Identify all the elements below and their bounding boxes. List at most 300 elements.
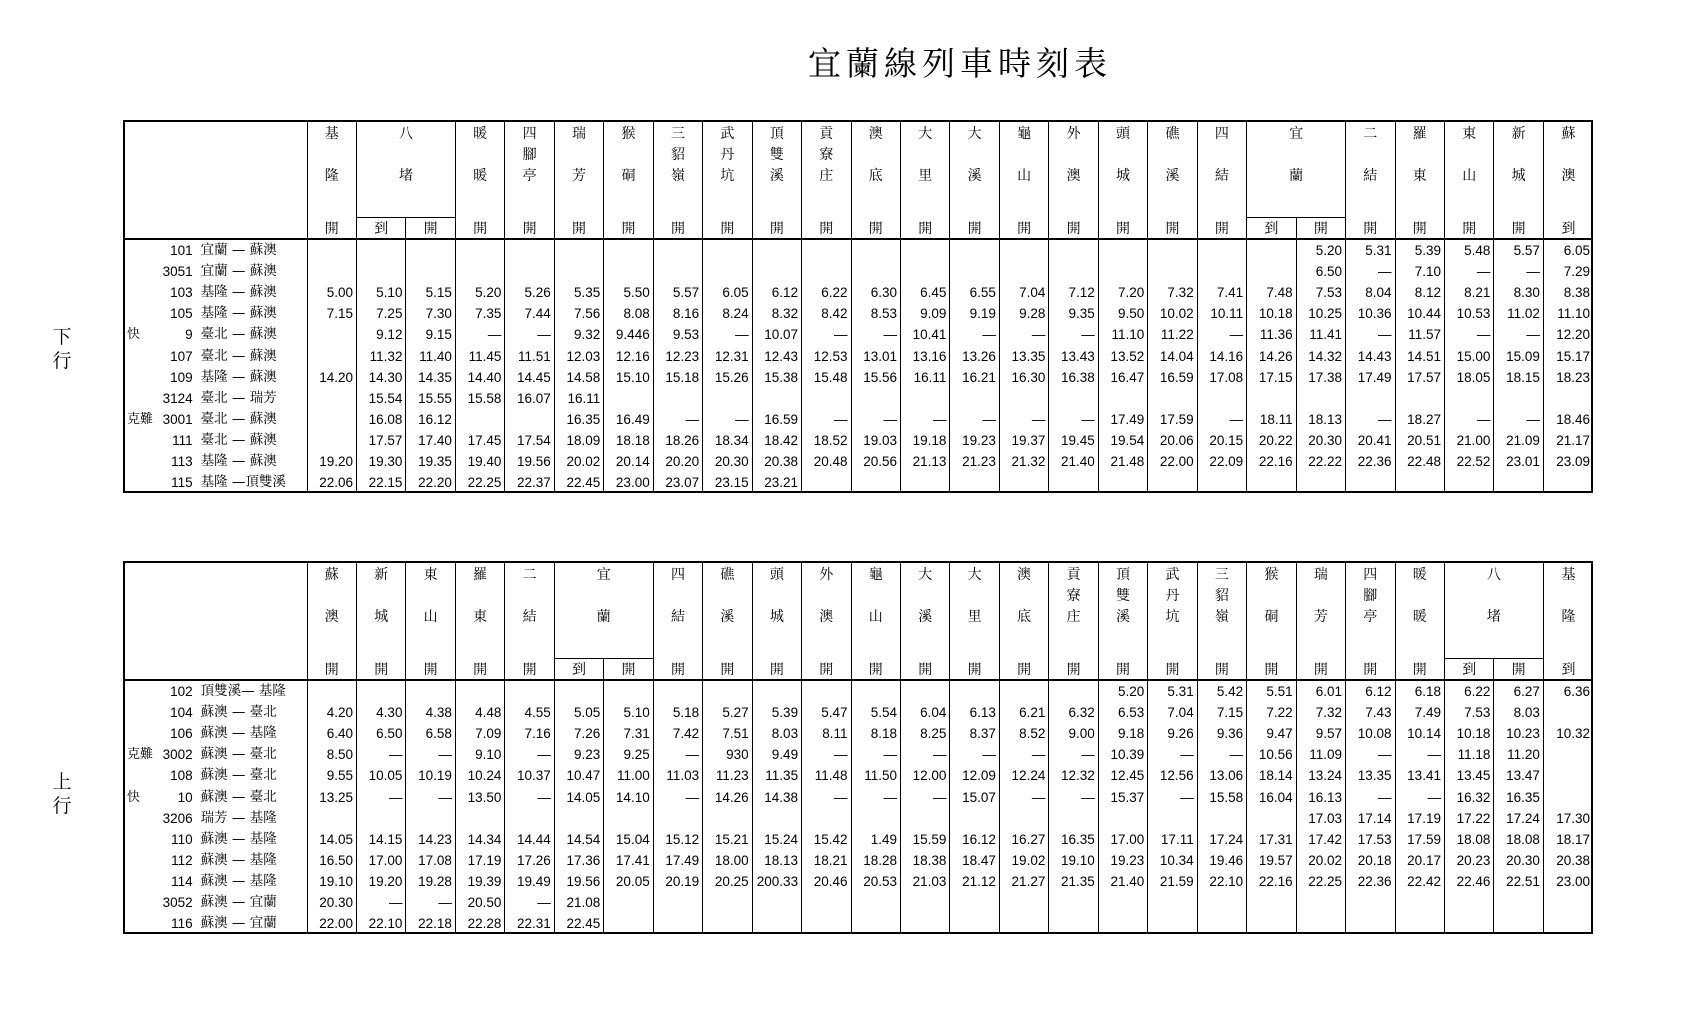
time-cell: 15.48 [802,367,851,388]
time-cell: 5.10 [357,282,406,303]
time-cell: 16.08 [357,409,406,430]
station-header [1049,561,1098,659]
time-cell: 14.51 [1395,345,1444,366]
station-header [1296,561,1345,659]
time-cell [554,680,603,702]
time-cell: 19.40 [455,451,504,472]
station-header [307,561,356,659]
time-cell: 20.30 [307,892,356,913]
time-cell: 9.25 [604,744,653,765]
time-cell: 8.04 [1346,282,1395,303]
train-row [123,808,1593,829]
time-cell [1197,808,1246,829]
station-name: 暖 暖 [1412,567,1427,625]
time-cell [1296,892,1345,913]
time-cell [1098,808,1147,829]
station-header [307,120,356,218]
time-cell [1543,892,1593,913]
train-type [123,303,156,324]
time-cell: — [900,744,949,765]
train-route: 臺北 — 蘇澳 [200,347,277,364]
time-cell [1543,765,1593,786]
time-cell: 14.44 [505,829,554,850]
time-cell: 16.13 [1296,786,1345,807]
train-route: 基隆 — 蘇澳 [200,368,277,385]
time-cell [357,680,406,702]
train-route: 蘇澳 — 基隆 [200,725,277,742]
station-header [505,561,554,659]
time-cell [851,239,900,261]
time-cell: 7.15 [307,303,356,324]
train-row [123,765,1593,786]
station-header [1148,561,1197,659]
train-number: 114 [171,873,193,889]
time-cell: 20.17 [1395,850,1444,871]
train-number: 116 [171,916,193,932]
time-cell [802,680,851,702]
time-cell: 8.30 [1494,282,1543,303]
time-cell: 10.56 [1247,744,1296,765]
arr-dep-label: 開 [950,218,999,240]
time-cell [455,409,504,430]
train-row [123,303,1593,324]
train-route: 蘇澳 — 宜蘭 [200,915,277,932]
time-cell [1098,472,1147,493]
time-cell: 5.31 [1346,239,1395,261]
train-row [123,871,1593,892]
header-corner [123,561,307,680]
time-cell: 10.18 [1247,303,1296,324]
station-name: 大 溪 [967,126,982,184]
arr-dep-label: 開 [505,218,554,240]
station-header [999,561,1048,659]
time-cell: 21.40 [1049,451,1098,472]
time-cell: 10.05 [357,765,406,786]
time-cell: 6.27 [1494,680,1543,702]
time-cell [406,808,455,829]
time-cell: 17.03 [1296,808,1345,829]
time-cell: — [653,409,702,430]
time-cell [851,472,900,493]
train-number: 108 [170,768,193,784]
time-cell: 16.21 [950,367,999,388]
station-header [1494,120,1543,218]
time-cell: — [455,324,504,345]
time-cell [950,808,999,829]
station-header [1395,561,1444,659]
time-cell: 15.37 [1098,786,1147,807]
train-number: 3002 [162,747,193,763]
station-header [1395,120,1444,218]
time-cell [1395,892,1444,913]
time-cell: 11.45 [455,345,504,366]
train-row [123,786,1593,807]
time-cell: 16.47 [1098,367,1147,388]
time-cell: 11.03 [653,765,702,786]
time-cell: 5.20 [455,282,504,303]
time-cell: 6.13 [950,702,999,723]
station-name: 八 堵 [1486,567,1501,625]
time-cell: — [357,892,406,913]
time-cell [703,892,752,913]
time-cell [1148,239,1197,261]
time-cell: 6.21 [999,702,1048,723]
time-cell [1494,892,1543,913]
time-cell: 10.07 [752,324,801,345]
time-cell: 8.24 [703,303,752,324]
train-row [123,850,1593,871]
time-cell: 17.30 [1543,808,1593,829]
time-cell [1395,913,1444,934]
train-type [123,430,156,451]
time-cell [1098,261,1147,282]
time-cell [900,913,949,934]
time-cell: — [950,744,999,765]
time-cell [1494,472,1543,493]
time-cell [999,472,1048,493]
time-cell: 22.18 [406,913,455,934]
time-cell [604,388,653,409]
station-name: 東 山 [423,567,438,625]
time-cell: 8.50 [307,744,356,765]
time-cell: 22.52 [1444,451,1493,472]
time-cell: 20.51 [1395,430,1444,451]
train-type [123,472,156,493]
time-cell: 5.18 [653,702,702,723]
time-cell: 5.57 [653,282,702,303]
arr-dep-label: 開 [752,659,801,681]
train-row [123,367,1593,388]
time-cell: 14.05 [554,786,603,807]
time-cell: 22.06 [307,472,356,493]
time-cell: 7.49 [1395,702,1444,723]
time-cell: 21.35 [1049,871,1098,892]
time-cell [752,388,801,409]
time-cell [752,239,801,261]
station-header [703,561,752,659]
time-cell: 10.53 [1444,303,1493,324]
time-cell: 19.20 [357,871,406,892]
time-cell [950,680,999,702]
arr-dep-label: 開 [604,659,653,681]
station-name: 猴 硐 [1264,567,1279,625]
train-route: 蘇澳 — 宜蘭 [200,893,277,910]
time-cell: — [505,786,554,807]
train-type [123,451,156,472]
time-cell [1395,388,1444,409]
time-cell [1247,239,1296,261]
time-cell: — [1197,744,1246,765]
time-cell: 19.49 [505,871,554,892]
time-cell: 4.55 [505,702,554,723]
time-cell: 9.446 [604,324,653,345]
time-cell: 1.49 [851,829,900,850]
train-number: 104 [170,705,193,721]
time-cell: 4.38 [406,702,455,723]
time-cell: — [900,409,949,430]
station-name: 礁 溪 [720,567,735,625]
time-cell: 18.13 [752,850,801,871]
time-cell [752,892,801,913]
arr-dep-label: 開 [1049,659,1098,681]
time-cell: 10.08 [1346,723,1395,744]
time-cell: 13.01 [851,345,900,366]
time-cell: 17.59 [1395,829,1444,850]
arr-dep-label: 開 [1395,659,1444,681]
station-header [1197,561,1246,659]
arr-dep-label: 開 [1346,218,1395,240]
time-cell: 11.50 [851,765,900,786]
time-cell: 17.54 [505,430,554,451]
time-cell: 20.19 [653,871,702,892]
arr-dep-label: 開 [1494,659,1543,681]
time-cell: 19.37 [999,430,1048,451]
station-header [1148,120,1197,218]
time-cell: 15.59 [900,829,949,850]
time-cell: 8.18 [851,723,900,744]
time-cell: 12.56 [1148,765,1197,786]
time-cell [1148,913,1197,934]
train-row [123,261,1593,282]
station-name: 澳 底 [868,126,883,184]
time-cell: 6.32 [1049,702,1098,723]
time-cell: 17.59 [1148,409,1197,430]
time-cell: 12.03 [554,345,603,366]
station-header [999,120,1048,218]
time-cell [1049,680,1098,702]
time-cell [1098,913,1147,934]
train-row [123,723,1593,744]
time-cell: 22.45 [554,472,603,493]
time-cell: 17.49 [653,850,702,871]
time-cell: 19.57 [1247,850,1296,871]
time-cell: 14.05 [307,829,356,850]
train-route: 蘇澳 — 臺北 [200,704,277,721]
time-cell: 9.57 [1296,723,1345,744]
train-route: 臺北 — 蘇澳 [200,431,277,448]
station-name: 頂 雙 溪 [769,126,784,184]
time-cell: 6.12 [1346,680,1395,702]
time-cell [1543,744,1593,765]
time-cell: 20.41 [1346,430,1395,451]
time-cell [1197,472,1246,493]
train-type [123,850,156,871]
arr-dep-label: 開 [1197,218,1246,240]
time-cell [851,808,900,829]
time-cell: — [1148,786,1197,807]
time-cell: 5.39 [1395,239,1444,261]
time-cell: 14.04 [1148,345,1197,366]
train-route: 瑞芳 — 基隆 [200,809,277,826]
time-cell: 9.09 [900,303,949,324]
time-cell: 18.23 [1543,367,1593,388]
train-number: 3206 [162,810,193,826]
time-cell: 5.10 [604,702,653,723]
time-cell: — [1049,409,1098,430]
time-cell: 11.10 [1098,324,1147,345]
station-name: 羅 東 [1412,126,1427,184]
time-cell: 15.18 [653,367,702,388]
time-cell: 8.08 [604,303,653,324]
time-cell: — [999,744,1048,765]
time-cell: 6.05 [1543,239,1593,261]
time-cell: 21.09 [1494,430,1543,451]
time-cell: 21.48 [1098,451,1147,472]
time-cell: 7.44 [505,303,554,324]
train-number: 115 [171,475,193,491]
time-cell: 13.16 [900,345,949,366]
time-cell: — [1444,409,1493,430]
station-name: 大 溪 [918,567,933,625]
time-cell: 5.48 [1444,239,1493,261]
page-title: 宜蘭線列車時刻表 [808,44,1112,83]
train-type [123,282,156,303]
time-cell: 14.26 [1247,345,1296,366]
time-cell: 5.54 [851,702,900,723]
time-cell [802,913,851,934]
station-name: 東 山 [1462,126,1477,184]
time-cell: 23.00 [604,472,653,493]
time-cell [703,913,752,934]
time-cell: — [406,786,455,807]
time-cell [307,345,356,366]
train-type [123,345,156,366]
time-cell: 5.31 [1148,680,1197,702]
time-cell: 5.50 [604,282,653,303]
time-cell: 23.00 [1543,871,1593,892]
time-cell: 13.43 [1049,345,1098,366]
train-route: 宜蘭 — 蘇澳 [200,263,277,280]
time-cell [999,388,1048,409]
time-cell: 15.42 [802,829,851,850]
arr-dep-label: 開 [802,218,851,240]
train-route: 臺北 — 瑞芳 [200,389,277,406]
time-cell: — [851,744,900,765]
time-cell: 7.31 [604,723,653,744]
time-cell: — [357,786,406,807]
time-cell: — [505,324,554,345]
time-cell: 18.18 [604,430,653,451]
train-type: 克難 [127,411,154,427]
arr-dep-label: 開 [851,659,900,681]
time-cell: 13.35 [1346,765,1395,786]
arr-dep-label: 開 [900,659,949,681]
time-cell: 16.32 [1444,786,1493,807]
time-cell [950,892,999,913]
time-cell: 9.50 [1098,303,1147,324]
time-cell [653,680,702,702]
time-cell: 19.54 [1098,430,1147,451]
time-cell: 8.16 [653,303,702,324]
time-cell: 10.19 [406,765,455,786]
time-cell [604,239,653,261]
time-cell: 15.26 [703,367,752,388]
time-cell: 9.18 [1098,723,1147,744]
train-number: 110 [171,831,193,847]
train-type [123,388,156,409]
time-cell: 8.37 [950,723,999,744]
arr-dep-label: 開 [703,218,752,240]
time-cell: 17.36 [554,850,603,871]
time-cell: 23.07 [653,472,702,493]
time-cell [752,261,801,282]
time-cell: 6.22 [1444,680,1493,702]
time-cell [1296,388,1345,409]
time-cell: 19.10 [1049,850,1098,871]
time-cell [1346,892,1395,913]
time-cell [1494,913,1543,934]
train-route: 臺北 — 蘇澳 [200,326,277,343]
time-cell: 21.08 [554,892,603,913]
time-cell [1148,892,1197,913]
time-cell: — [1494,324,1543,345]
time-cell [1148,388,1197,409]
time-cell [505,239,554,261]
time-cell [455,808,504,829]
time-cell [653,239,702,261]
time-cell: — [1395,786,1444,807]
time-cell: 14.10 [604,786,653,807]
time-cell: 22.22 [1296,451,1345,472]
time-cell: 19.39 [455,871,504,892]
arr-dep-label: 開 [1346,659,1395,681]
time-cell: 7.26 [554,723,603,744]
time-cell: 19.02 [999,850,1048,871]
time-cell: — [1346,409,1395,430]
time-cell: 11.00 [604,765,653,786]
time-cell: 18.08 [1494,829,1543,850]
station-name: 基 隆 [1561,567,1576,625]
time-cell: 15.17 [1543,345,1593,366]
time-cell: 16.11 [900,367,949,388]
time-cell: — [1346,786,1395,807]
time-cell [1444,472,1493,493]
time-cell [604,913,653,934]
time-cell [1098,239,1147,261]
arr-dep-label: 開 [1395,218,1444,240]
time-cell: — [406,892,455,913]
station-header [1346,561,1395,659]
time-cell: 8.38 [1543,282,1593,303]
time-cell [999,808,1048,829]
time-cell: 16.11 [554,388,603,409]
train-type [123,723,156,744]
arr-dep-label: 開 [307,659,356,681]
time-cell: 18.11 [1247,409,1296,430]
time-cell: 18.09 [554,430,603,451]
train-row [123,744,1593,765]
time-cell: 6.12 [752,282,801,303]
train-type [123,829,156,850]
time-cell: — [1049,744,1098,765]
time-cell: 12.09 [950,765,999,786]
train-type [123,913,156,934]
time-cell: 18.26 [653,430,702,451]
time-cell: 19.10 [307,871,356,892]
time-cell: 14.15 [357,829,406,850]
time-cell: 18.52 [802,430,851,451]
time-cell: 21.03 [900,871,949,892]
time-cell: 21.27 [999,871,1048,892]
station-header [851,120,900,218]
arr-dep-label: 開 [1098,659,1147,681]
station-name: 龜 山 [1017,126,1032,184]
station-name: 瑞 芳 [1313,567,1328,625]
time-cell: 15.00 [1444,345,1493,366]
time-cell: 17.08 [406,850,455,871]
time-cell: 14.20 [307,367,356,388]
train-row [123,409,1593,430]
